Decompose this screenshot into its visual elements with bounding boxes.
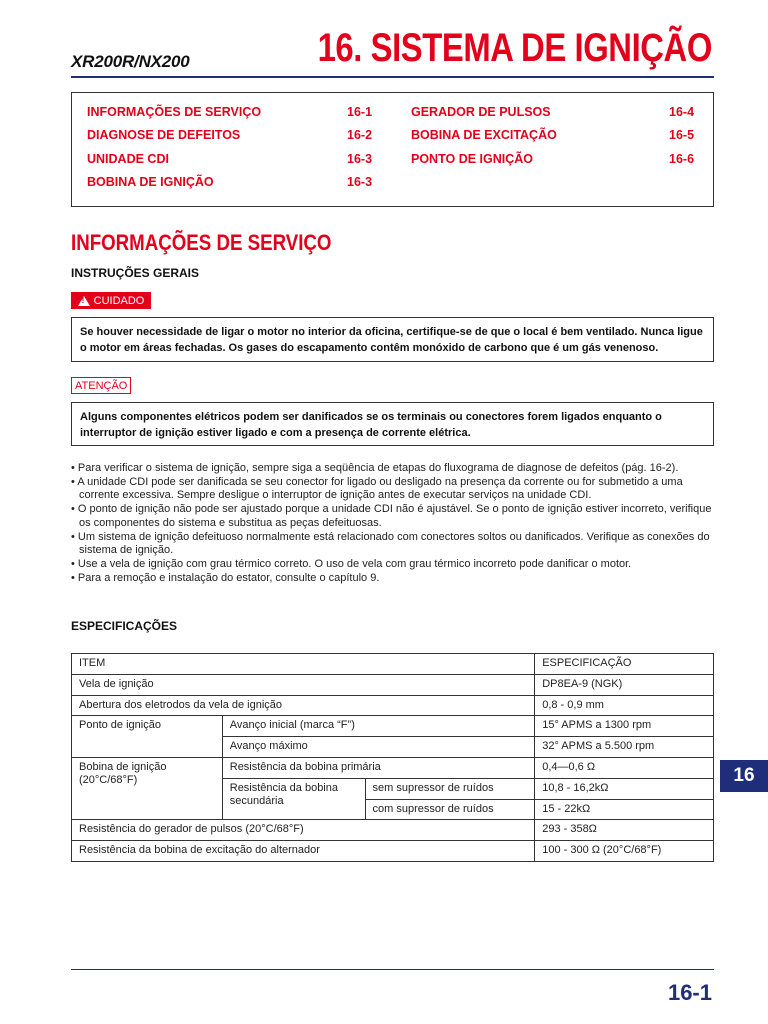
sub-heading-specs: ESPECIFICAÇÕES — [71, 619, 178, 633]
table-cell: 0,4—0,6 Ω — [535, 757, 714, 778]
toc-link-gerador-pulsos[interactable]: GERADOR DE PULSOS — [411, 105, 551, 119]
table-cell: Bobina de ignição (20°C/68°F) — [72, 757, 223, 819]
attention-box: Alguns componentes elétricos podem ser danificados se os terminais ou conectores forem ligados enquanto o interruptor de ignição estiver ligado e com a presença de corrente elétrica. — [71, 402, 714, 446]
list-item: • A unidade CDI pode ser danificada se seu conector for ligado ou desligado na presença da corrente ou for submetido a uma corrente excessiva. Sempre desligue o interruptor de ignição antes de executar serviços na unidade CDI. — [71, 476, 716, 503]
section-heading-service-info: INFORMAÇÕES DE SERVIÇO — [71, 230, 332, 255]
table-cell: DP8EA-9 (NGK) — [535, 674, 714, 695]
table-row — [72, 757, 714, 778]
col-header-spec: ESPECIFICAÇÃO — [535, 654, 714, 675]
warning-triangle-icon — [78, 296, 90, 306]
table-cell: Resistência da bobina primária — [222, 757, 534, 778]
page-number: 16-1 — [667, 980, 712, 1005]
caution-label: CUIDADO — [93, 294, 145, 307]
caution-badge — [71, 292, 151, 309]
table-cell: Abertura dos eletrodos da vela de ignição — [72, 695, 535, 716]
footer-rule — [71, 969, 714, 970]
toc-link-ponto-ignicao[interactable]: PONTO DE IGNIÇÃO — [411, 152, 534, 166]
toc-link-unidade-cdi[interactable]: UNIDADE CDI — [87, 152, 169, 166]
table-cell: 293 - 358Ω — [535, 820, 714, 841]
header-rule — [71, 76, 714, 78]
toc-page-ponto-ignicao[interactable]: 16-6 — [669, 152, 695, 166]
table-of-contents — [71, 92, 714, 207]
table-cell: Resistência do gerador de pulsos (20°C/68°F) — [72, 820, 535, 841]
table-cell: Resistência da bobina de excitação do alternador — [72, 841, 535, 862]
toc-link-informacoes-servico[interactable]: INFORMAÇÕES DE SERVIÇO — [87, 105, 262, 119]
table-cell: Avanço máximo — [222, 737, 534, 758]
table-cell: 15° APMS a 1300 rpm — [535, 716, 714, 737]
model-name: XR200R/NX200 — [71, 52, 190, 71]
col-header-item: ITEM — [72, 654, 535, 675]
table-cell: sem supressor de ruídos — [365, 778, 535, 799]
table-row — [72, 674, 714, 695]
table-row — [72, 654, 714, 675]
table-row — [72, 820, 714, 841]
list-item: • O ponto de ignição não pode ser ajustado porque a unidade CDI não é ajustável. Se o ponto de ignição estiver incorreto, verifique os componentes do sistema e substitua as peças defeituosas. — [71, 503, 716, 530]
attention-badge: ATENÇÃO — [71, 377, 131, 394]
toc-link-diagnose[interactable]: DIAGNOSE DE DEFEITOS — [87, 128, 241, 142]
table-cell: Vela de ignição — [72, 674, 535, 695]
list-item: • Para verificar o sistema de ignição, sempre siga a seqüência de etapas do fluxograma de diagnose de defeitos (pág. 16-2). — [71, 462, 716, 476]
list-item: • Um sistema de ignição defeituoso normalmente está relacionado com conectores soltos ou danificados. Verifique as conexões do sistema de ignição. — [71, 531, 716, 558]
toc-page-informacoes-servico[interactable]: 16-1 — [347, 105, 373, 119]
toc-page-bobina-ignicao[interactable]: 16-3 — [347, 175, 373, 189]
toc-page-bobina-excitacao[interactable]: 16-5 — [669, 128, 695, 142]
caution-box: Se houver necessidade de ligar o motor no interior da oficina, certifique-se de que o local é bem ventilado. Nunca ligue o motor em áreas fechadas. Os gases do escapamento contêm monóxido de carbono que é um gás venenoso. — [71, 317, 714, 362]
general-instructions-list — [71, 462, 716, 585]
toc-page-gerador-pulsos[interactable]: 16-4 — [669, 105, 695, 119]
sub-heading-general: INSTRUÇÕES GERAIS — [71, 266, 200, 280]
table-row — [72, 841, 714, 862]
table-cell: com supressor de ruídos — [365, 799, 535, 820]
table-cell: 15 - 22kΩ — [535, 799, 714, 820]
table-cell: Resistência da bobina secundária — [222, 778, 365, 820]
chapter-tab[interactable]: 16 — [720, 760, 768, 792]
chapter-title: 16. SISTEMA DE IGNIÇÃO — [317, 26, 712, 70]
list-item: • Use a vela de ignição com grau térmico correto. O uso de vela com grau térmico incorreto pode danificar o motor. — [71, 558, 716, 572]
toc-page-unidade-cdi[interactable]: 16-3 — [347, 152, 373, 166]
table-cell: 0,8 - 0,9 mm — [535, 695, 714, 716]
toc-page-diagnose[interactable]: 16-2 — [347, 128, 373, 142]
table-cell: 10,8 - 16,2kΩ — [535, 778, 714, 799]
table-cell: Ponto de ignição — [72, 716, 223, 758]
table-cell: 100 - 300 Ω (20°C/68°F) — [535, 841, 714, 862]
list-item: • Para a remoção e instalação do estator, consulte o capítulo 9. — [71, 572, 716, 586]
table-cell: 32° APMS a 5.500 rpm — [535, 737, 714, 758]
table-cell: Avanço inicial (marca “F”) — [222, 716, 534, 737]
table-row — [72, 695, 714, 716]
toc-link-bobina-excitacao[interactable]: BOBINA DE EXCITAÇÃO — [411, 128, 557, 142]
table-row — [72, 716, 714, 737]
toc-link-bobina-ignicao[interactable]: BOBINA DE IGNIÇÃO — [87, 175, 214, 189]
specifications-table — [71, 653, 714, 862]
